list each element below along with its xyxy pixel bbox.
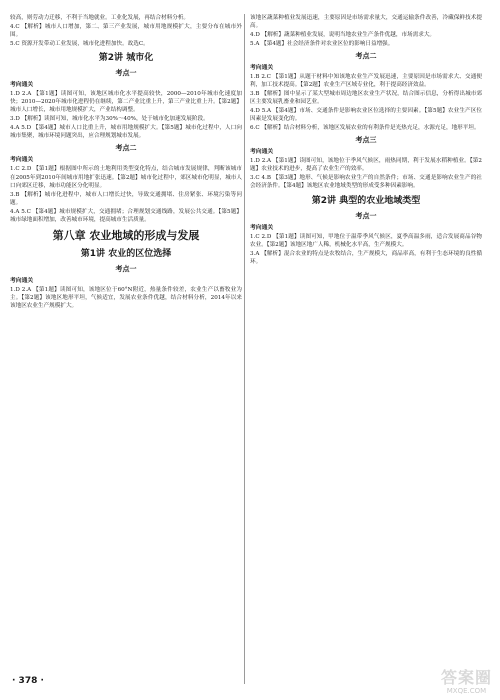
subheading: 考向通关 <box>250 65 274 71</box>
section-title: 第2讲 城市化 <box>98 53 154 63</box>
subheading: 考向通关 <box>10 157 34 164</box>
paragraph: 1.C 2.D 【第1题】读图可知，甲地位于温带季风气候区，夏季高温多雨，适合发展商品谷物农业。【第2题】该地区地广人稀，机械化水平高，生产规模大。 <box>250 233 482 248</box>
chapter-title: 第八章 农业地域的形成与发展 <box>52 229 200 243</box>
paragraph: 1.B 2.C 【第1题】从题干材料中知该地农业生产发展迅速，主要原因是市场需求大、交通便利，加工技术提高。【第2题】农业生产区域专业化，利于提高经济效益。 <box>250 74 482 89</box>
paragraph: 1.D 2.A 【第1题】读图可知，该地区位于60°N附近，热量条件较差，农业生产以畜牧业为主。【第2题】该地区地形平坦，气候适宜，发展农业条件优越，结合材料分析，2014年以来该地区农业生产规模扩大。 <box>10 287 242 310</box>
paragraph: 1.C 2.D 【第1题】根据图中所示的土地利用类型变化特点，结合城市发展规律，判断该城市在2005年到2010年间城市用地扩张迅速。【第2题】城市化过程中，郊区城市化明显，城市人口向郊区迁移，城市功能区分化明显。 <box>10 166 242 189</box>
paragraph: 4.A 5.C 【第4题】城市规模扩大，交通拥堵；合理规划交通线路，发展公共交通。【第5题】城市绿地面积增加，改善城市环境，提高城市生活质量。 <box>10 208 242 223</box>
paragraph: 3.D 【解析】读图可知，城市化水平为30%～40%，处于城市化加速发展阶段。 <box>10 116 209 123</box>
paragraph: 5.A 【第4题】社会经济条件对农业区位的影响日益增强。 <box>250 40 394 47</box>
paragraph: 3.A 【解析】混合农业的特点是农牧结合，生产规模大，商品率高，有利于生态环境的良性循环。 <box>250 250 482 265</box>
point-heading: 考点一 <box>115 69 137 77</box>
watermark-text: 答案圈 <box>440 668 492 687</box>
watermark-logo <box>441 669 492 696</box>
paragraph: 3.B 【解析】城市化进程中，城市人口增长过快，导致交通拥堵、住房紧张、环境污染等问题。 <box>10 191 242 206</box>
point-heading: 考点二 <box>115 144 137 153</box>
paragraph: 较高，则劳动力迁移，不利于当地就业。工业化发展，再结合材料分析。 <box>10 15 190 21</box>
subheading: 考向通关 <box>10 82 34 88</box>
paragraph: 4.D 【解析】蔬菜种植业发展，说明当地农业生产条件优越，市场需求大。 <box>250 32 436 38</box>
subheading: 考向通关 <box>10 278 34 285</box>
point-heading: 考点三 <box>355 136 377 145</box>
left-column <box>10 14 242 311</box>
point-heading: 考点一 <box>355 211 377 220</box>
paragraph: 4.C 【解析】城市人口增加，第二、第三产业发展，城市用地规模扩大，主要分布在城市外围。 <box>10 23 242 38</box>
paragraph: 6.C 【解析】结合材料分析，该地区发展农业的有利条件是光热充足，水源充足，地形平坦。 <box>250 125 480 131</box>
right-column <box>250 14 482 267</box>
column-divider <box>244 14 245 684</box>
point-heading: 考点一 <box>115 265 137 274</box>
subheading: 考向通关 <box>250 149 274 156</box>
paragraph: 5.C 资源开发带动工业发展，城市化进程加快。故选C。 <box>10 40 149 47</box>
paragraph: 4.A 5.D 【第4题】城市人口比重上升，城市用地规模扩大。【第5题】城市化过程中，人口向城市集聚，城市环境问题突出，应合理规划城市发展。 <box>10 125 242 140</box>
page-number: · 378 · <box>12 676 44 686</box>
point-heading: 考点二 <box>355 52 377 60</box>
paragraph: 3.B 【解析】图中显示了某大型城市周边地区农业生产状况，结合图示信息，分析得出城市郊区主要发展乳畜业和园艺业。 <box>250 91 482 106</box>
section-title: 第1讲 农业的区位选择 <box>80 249 172 260</box>
paragraph: 1.D 2.A 【第1题】读图可知，该地位于季风气候区，雨热同期，利于发展水稻种植业。【第2题】农业技术的进步，提高了农业生产的效率。 <box>250 158 482 173</box>
paragraph: 该地区蔬菜种植业发展迅速，主要原因是市场需求量大，交通运输条件改善，冷藏保鲜技术提高。 <box>250 15 482 30</box>
paragraph: 1.D 2.A 【第1题】读图可知，该地区城市化水平提高较快，2000—2010年城市化速度加快；2010—2020年城市化进程仍在继续，第二产业比重上升，第三产业比重上升。【第2题】城市人口增长，城市用地规模扩大，产业结构调整。 <box>10 91 242 114</box>
subheading: 考向通关 <box>250 224 274 231</box>
paragraph: 3.C 4.B 【第3题】地形、气候是影响农业生产的自然条件；市场、交通是影响农业生产的社会经济条件。【第4题】该地区农业地域类型的形成受多种因素影响。 <box>250 175 482 190</box>
watermark-url: MXQE.COM <box>446 687 487 695</box>
section-title: 第2讲 典型的农业地域类型 <box>311 195 421 206</box>
paragraph: 4.D 5.A 【第4题】市场、交通条件是影响农业区位选择的主要因素。【第5题】农业生产区位因素是发展变化的。 <box>250 108 482 123</box>
